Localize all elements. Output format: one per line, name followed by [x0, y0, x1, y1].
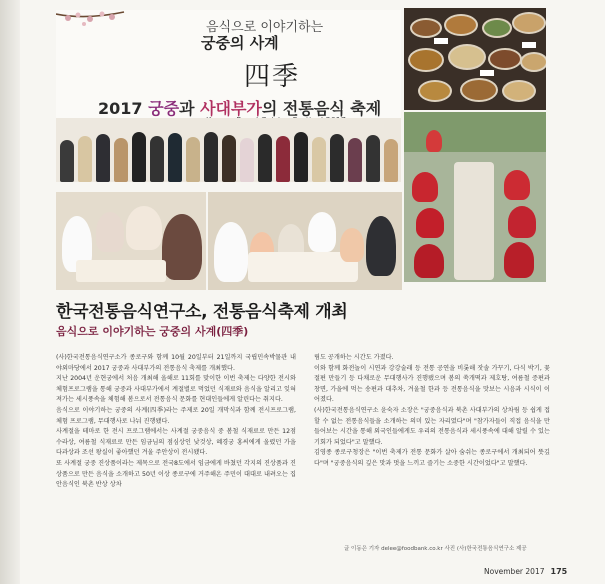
banner-tagline-top: 음식으로 이야기하는: [206, 20, 324, 35]
opening-ceremony-group-photo: [56, 118, 401, 182]
children-activity-photo: [208, 192, 402, 290]
article-subtitle: 음식으로 이야기하는 궁중의 사계(四季): [56, 325, 249, 338]
article-body-left-column: [56, 353, 296, 491]
page-footer: [484, 567, 567, 576]
cooking-class-photo: [56, 192, 206, 290]
paragraph: 림도 공개하는 시간도 가졌다.: [314, 354, 394, 361]
outdoor-kids-table-photo: [404, 112, 546, 282]
banner-brush-title: 四季: [244, 62, 301, 92]
festival-banner-photo: [56, 10, 401, 130]
banner-festival-title: 2017 궁중과 사대부가의 전통음식 축제: [98, 99, 382, 118]
issue-date: November 2017: [484, 567, 545, 576]
cherry-blossom-icon: [56, 10, 126, 50]
paragraph: (사)한국전통음식연구소 윤숙자 소장은 "궁중음식과 북촌 사대부가의 상차림 등 쉽게 접할 수 없는 전통음식들을 소개하는 의미 있는 자리였다"며 "참가자들이 직접 음식을 만들어보는 시간을 통해 외국인들에게도 우리의 전통음식과 세시풍속에 대해 알릴 수 있는 기회가 되었다"고 말했다.: [314, 406, 550, 446]
paragraph: 김영종 종로구청장은 "이번 축제가 전통 문화가 살아 숨쉬는 종로구에서 개최되어 뜻깊다"며 "궁중음식의 깊은 맛과 멋을 느끼고 즐기는 소중한 시간이었다"고 말했다.: [314, 449, 550, 467]
paragraph: (사)한국전통음식연구소가 종로구와 함께 10월 20일부터 21일까지 국립민속박물관 내 야외마당에서 2017 궁중과 사대부가의 전통음식 축제를 개최했다.: [56, 354, 296, 372]
article-title: 한국전통음식연구소, 전통음식축제 개최: [56, 302, 348, 322]
paragraph: 또 사계절 궁중 진상품이라는 제목으로 전국8도에서 임금에게 바쳤던 각지의 진상품과 진상품으로 만든 음식을 소개하고 50년 이상 종로구에 거주해온 주민이 대대로 내려오는 집안음식인 북촌 반상 상차: [56, 459, 296, 489]
page-binding-shadow: [0, 0, 20, 584]
page-number: 175: [550, 567, 568, 576]
paragraph: 사계절을 테마로 한 전시 프로그램에서는 사계절 궁중음식 중 봄철 식재료로 만든 12점 수라상, 여름철 식재료로 만든 임금님의 점심상인 낮것상, 혜경궁 홍씨에게 올렸던 가을 다과상과 조선 왕실이 좋아했던 겨울 주안상이 전시됐다.: [56, 428, 296, 457]
paragraph: 지난 2004년 운현궁에서 처음 개최해 올해로 11회를 맞이한 이번 축제는 다양한 전시와 체험프로그램을 통해 궁중과 사대부가에서 계절별로 먹었던 식재료와 음식을 알리고 잊혀져가는 세시풍속을 체험해 봄으로서 전통음식 문화를 현대인들에게 알린다는 취지다.: [56, 375, 296, 404]
article-body-right-column: [314, 353, 550, 470]
banner-tagline-main: 궁중의 사계: [201, 34, 279, 52]
royal-food-table-photo: [404, 8, 546, 110]
article-credit: 글 이동은 기자 delee@foodbank.co.kr 사진 (사)한국전통음식연구소 제공: [344, 546, 527, 552]
paragraph: 음식으로 이야기하는 궁중의 사계(四季)라는 주제로 20일 개막식과 함께 전시프로그램, 체험 프로그램, 무대행사로 나눠 진행됐다.: [56, 406, 296, 425]
paragraph: 이와 함께 화전놀이 시연과 강강술래 등 전통 공연을 비롯해 잣솔 가꾸기, 다식 박기, 꽃절편 만들기 등 다채로운 무대행사가 진행됐으며 봄의 쑥개떡과 제호탕, 여름철 증편과 창면, 가을에 먹는 송편과 대추차, 겨울철 한과 등 전통음식을 맛보는 시음과 시식이 이어졌다.: [314, 364, 550, 404]
